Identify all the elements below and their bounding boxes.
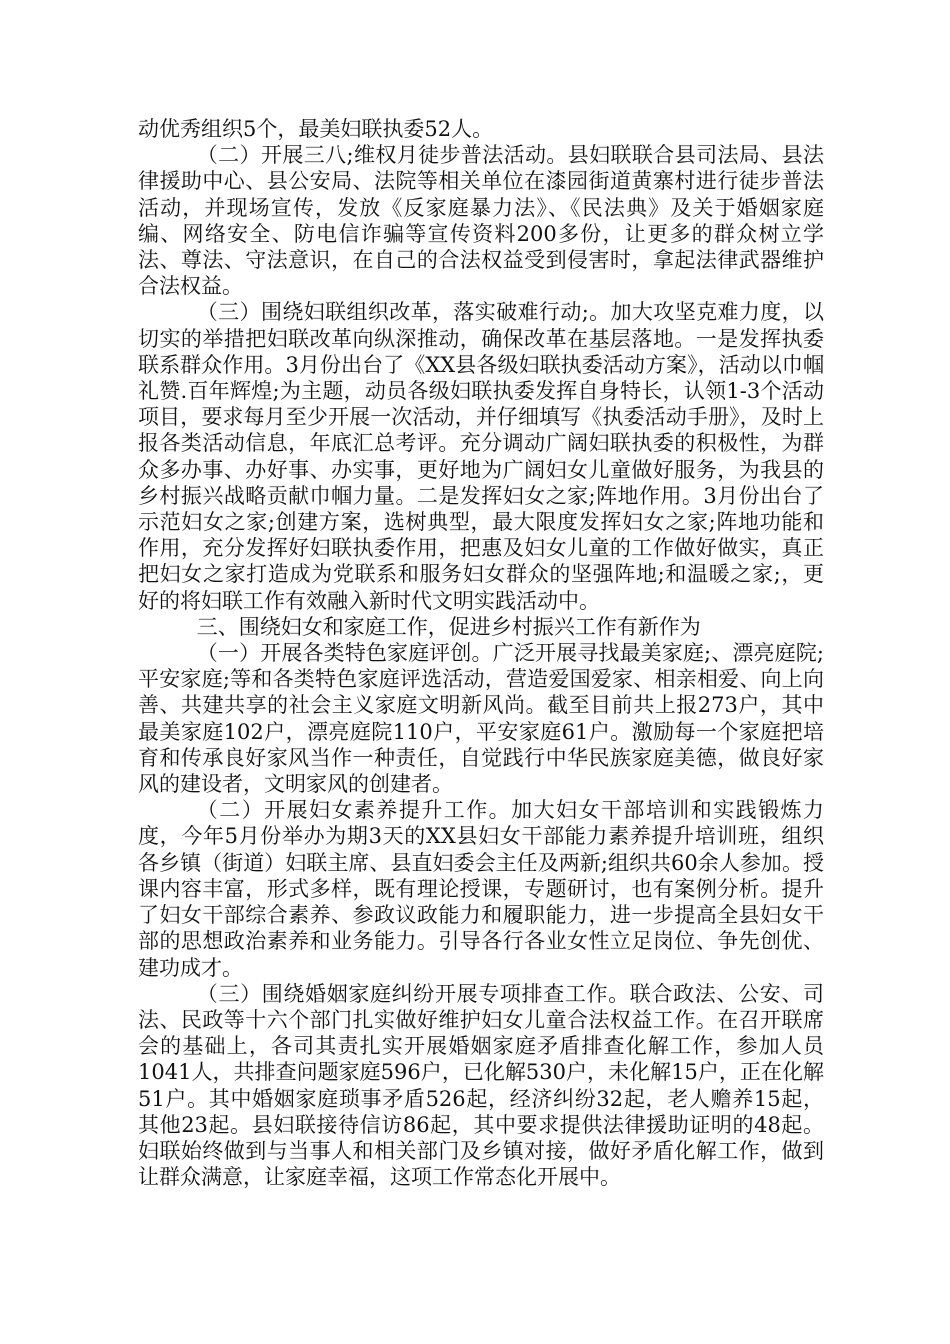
paragraph-reform: （三）围绕妇联组织改革，落实破难行动;。加大攻坚克难力度，以切实的举措把妇联改革向纵深推动，确保改革在基层落地。一是发挥执委联系群众作用。3月份出台了《XX县各级妇联执委活动方案》，活动以巾帼礼赞.百年辉煌;为主题，动员各级妇联执委发挥自身特长，认领1-3个活动项目，要求每月至少开展一次活动，并仔细填写《执委活动手册》，及时上报各类活动信息，年底汇总考评。充分调动广阔妇联执委的积极性，为群众多办事、办好事、办实事，更好地为广阔妇女儿童做好服务，为我县的乡村振兴战略贡献巾帼力量。二是发挥妇女之家;阵地作用。3月份出台了示范妇女之家;创建方案，选树典型，最大限度发挥妇女之家;阵地功能和作用，充分发挥好妇联执委作用，把惠及妇女儿童的工作做好做实，真正把妇女之家打造成为党联系和服务妇女群众的坚强阵地;和温暖之家;，更好的将妇联工作有效融入新时代文明实践活动中。 <box>138 300 824 613</box>
paragraph-dispute-investigation: （三）围绕婚姻家庭纠纷开展专项排查工作。联合政法、公安、司法、民政等十六个部门扎实做好维护妇女儿童合法权益工作。在召开联席会的基础上，各司其责扎实开展婚姻家庭矛盾排查化解工作，参加人员1041人，共排查问题家庭596户，已化解530户，未化解15户，正在化解51户。其中婚姻家庭琐事矛盾526起，经济纠纷32起，老人赡养15起，其他23起。县妇联接待信访86起，其中要求提供法律援助证明的48起。妇联始终做到与当事人和相关部门及乡镇对接，做好矛盾化解工作，做到让群众满意，让家庭幸福，这项工作常态化开展中。 <box>138 981 824 1190</box>
paragraph-sanba-campaign: （二）开展三八;维权月徒步普法活动。县妇联联合县司法局、县法律援助中心、县公安局、法院等相关单位在漆园街道黄寨村进行徒步普法活动，并现场宣传，发放《反家庭暴力法》、《民法典》及关于婚姻家庭编、网络安全、防电信诈骗等宣传资料200多份，让更多的群众树立学法、尊法、守法意识，在自己的合法权益受到侵害时，拿起法律武器维护合法权益。 <box>138 143 824 299</box>
paragraph-continued: 动优秀组织5个，最美妇联执委52人。 <box>138 117 494 141</box>
document-body <box>138 116 824 1190</box>
paragraph-quality-training: （二）开展妇女素养提升工作。加大妇女干部培训和实践锻炼力度，今年5月份举办为期3天的XX县妇女干部能力素养提升培训班，组织各乡镇（街道）妇联主席、县直妇委会主任及两新;组织共60余人参加。授课内容丰富，形式多样，既有理论授课，专题研讨，也有案例分析。提升了妇女干部综合素养、参政议政能力和履职能力，进一步提高全县妇女干部的思想政治素养和业务能力。引导各行各业女性立足岗位、争先创优、建功成才。 <box>138 798 824 980</box>
paragraph-family-evaluation: （一）开展各类特色家庭评创。广泛开展寻找最美家庭;、漂亮庭院;平安家庭;等和各类特色家庭评选活动，营造爱国爱家、相亲相爱、向上向善、共建共享的社会主义家庭文明新风尚。截至目前共上报273户，其中最美家庭102户，漂亮庭院110户，平安家庭61户。激励每一个家庭把培育和传承良好家风当作一种责任，自觉践行中华民族家庭美德，做良好家风的建设者，文明家风的创建者。 <box>138 641 824 797</box>
section-heading: 三、围绕妇女和家庭工作，促进乡村振兴工作有新作为 <box>196 614 701 639</box>
